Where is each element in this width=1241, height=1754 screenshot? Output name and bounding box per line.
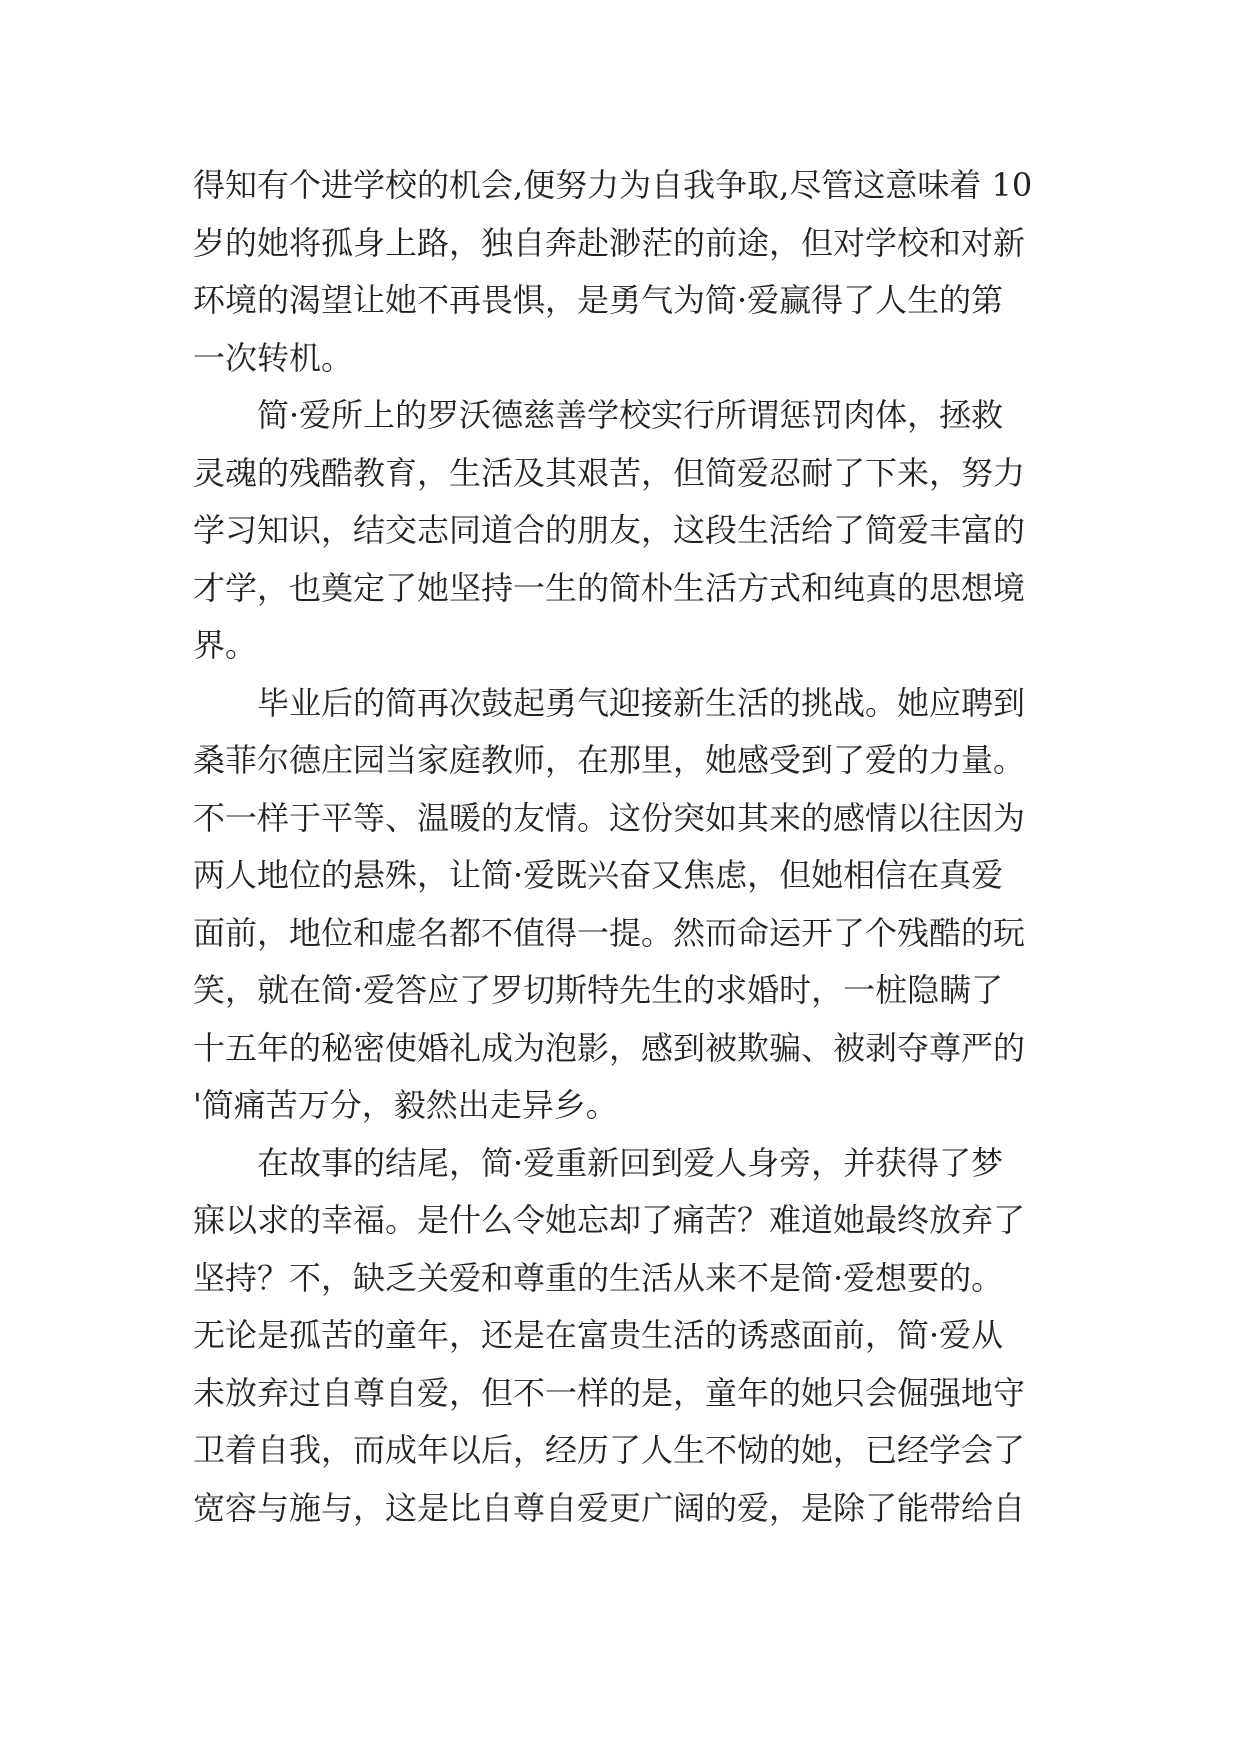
text-line: 不一样于平等、温暖的友情。这份突如其来的感情以往因为	[193, 798, 1026, 837]
text-line: 桑菲尔德庄园当家庭教师，在那里，她感受到了爱的力量。	[193, 741, 1026, 779]
text-line: '简痛苦万分，毅然出走异乡。	[193, 1086, 618, 1124]
text-line: 岁的她将孤身上路，独自奔赴渺茫的前途，但对学校和对新	[193, 223, 1026, 262]
text-line: 灵魂的残酷教育，生活及其艰苦，但简爱忍耐了下来，努力	[193, 453, 1026, 492]
body-text	[193, 157, 1063, 1537]
text-line: 笑，就在简·爱答应了罗切斯特先生的求婚时，一桩隐瞒了	[193, 971, 1004, 1009]
text-line: 学习知识，结交志同道合的朋友，这段生活给了简爱丰富的	[193, 511, 1026, 549]
text-line: 一次转机。	[193, 338, 354, 377]
text-line: 宽容与施与，这是比自尊自爱更广阔的爱，是除了能带给自	[193, 1488, 1026, 1527]
text-line: 卫着自我，而成年以后，经历了人生不恸的她，已经学会了	[193, 1431, 1026, 1469]
text-line: 寐以求的幸福。是什么令她忘却了痛苦？难道她最终放弃了	[193, 1201, 1026, 1239]
text-line: 未放弃过自尊自爱，但不一样的是，童年的她只会倔强地守	[193, 1373, 1026, 1412]
text-line: 面前，地位和虚名都不值得一提。然而命运开了个残酷的玩	[193, 913, 1026, 952]
paragraph-first-line: 毕业后的简再次鼓起勇气迎接新生活的挑战。她应聘到	[257, 683, 1026, 722]
text-line: 界。	[193, 626, 258, 664]
text-line: 无论是孤苦的童年，还是在富贵生活的诱惑面前，简·爱从	[193, 1316, 1004, 1354]
text-line: 十五年的秘密使婚礼成为泡影，感到被欺骗、被剥夺尊严的	[193, 1028, 1026, 1067]
paragraph-first-line: 简·爱所上的罗沃德慈善学校实行所谓惩罚肉体，拯救	[257, 396, 1004, 434]
text-line: 坚持？不，缺乏关爱和尊重的生活从来不是简·爱想要的。	[193, 1258, 1004, 1297]
paragraph-first-line: 在故事的结尾，简·爱重新回到爱人身旁，并获得了梦	[257, 1143, 1004, 1182]
text-line: 得知有个进学校的机会,便努力为自我争取,尽管这意味着 10	[193, 166, 1033, 204]
text-line: 两人地位的悬殊，让简·爱既兴奋又焦虑，但她相信在真爱	[193, 856, 1004, 894]
text-line: 才学，也奠定了她坚持一生的简朴生活方式和纯真的思想境	[193, 568, 1026, 607]
text-line: 环境的渴望让她不再畏惧，是勇气为简·爱赢得了人生的第	[193, 281, 1004, 319]
